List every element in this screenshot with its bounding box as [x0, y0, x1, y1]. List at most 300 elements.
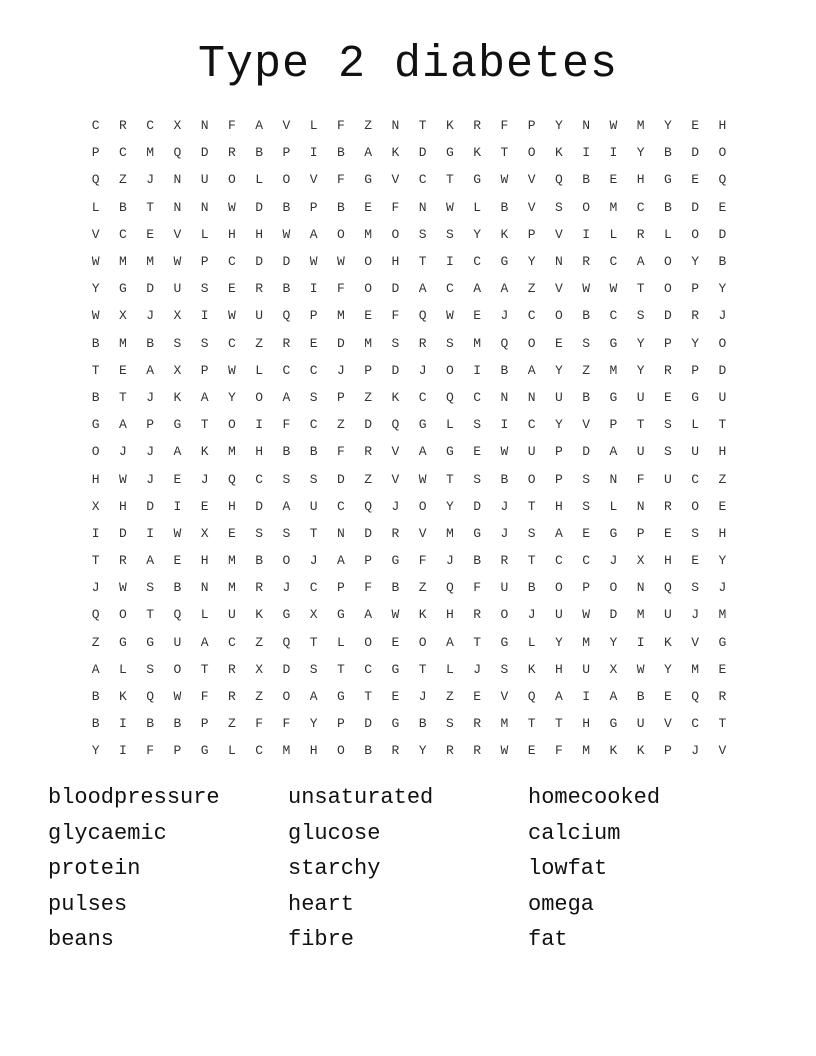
grid-letter: C: [636, 199, 645, 215]
grid-letter: D: [364, 716, 373, 732]
grid-letter: F: [336, 118, 345, 134]
grid-letter: P: [691, 362, 700, 378]
grid-letter: P: [336, 389, 345, 405]
grid-letter: I: [582, 145, 591, 161]
grid-letter: B: [255, 145, 264, 161]
grid-letter: G: [418, 417, 427, 433]
grid-row: [82, 139, 736, 166]
grid-letter: V: [173, 226, 182, 242]
grid-letter: O: [527, 145, 536, 161]
grid-letter: D: [336, 471, 345, 487]
grid-letter: W: [173, 689, 182, 705]
grid-letter: X: [173, 308, 182, 324]
grid-letter: F: [227, 118, 236, 134]
grid-letter: S: [691, 525, 700, 541]
grid-letter: W: [609, 118, 618, 134]
grid-letter: B: [282, 199, 291, 215]
grid-letter: L: [473, 199, 482, 215]
grid-letter: M: [146, 145, 155, 161]
grid-letter: G: [336, 607, 345, 623]
grid-letter: M: [227, 444, 236, 460]
grid-letter: A: [309, 689, 318, 705]
grid-letter: G: [118, 281, 127, 297]
word-list-item: fibre: [288, 927, 355, 952]
grid-letter: G: [146, 634, 155, 650]
grid-letter: S: [473, 417, 482, 433]
grid-letter: L: [609, 226, 618, 242]
grid-letter: Q: [691, 689, 700, 705]
grid-letter: R: [473, 607, 482, 623]
grid-letter: R: [418, 335, 427, 351]
grid-letter: A: [282, 389, 291, 405]
grid-letter: A: [282, 498, 291, 514]
grid-letter: Y: [663, 661, 672, 677]
grid-letter: D: [473, 498, 482, 514]
grid-letter: K: [500, 226, 509, 242]
grid-letter: H: [445, 607, 454, 623]
grid-letter: F: [473, 580, 482, 596]
grid-letter: M: [227, 553, 236, 569]
grid-letter: S: [445, 335, 454, 351]
grid-letter: S: [663, 444, 672, 460]
grid-letter: W: [91, 308, 100, 324]
grid-letter: E: [173, 471, 182, 487]
grid-letter: T: [527, 716, 536, 732]
grid-letter: E: [227, 281, 236, 297]
grid-letter: H: [636, 172, 645, 188]
grid-letter: P: [663, 743, 672, 759]
grid-letter: S: [445, 716, 454, 732]
grid-letter: E: [554, 335, 563, 351]
grid-letter: Z: [527, 281, 536, 297]
grid-letter: A: [418, 281, 427, 297]
grid-letter: J: [691, 743, 700, 759]
grid-letter: B: [309, 444, 318, 460]
grid-letter: H: [118, 498, 127, 514]
grid-letter: D: [255, 498, 264, 514]
letter-grid: [82, 112, 736, 765]
grid-letter: T: [146, 607, 155, 623]
grid-letter: U: [500, 580, 509, 596]
grid-letter: D: [691, 145, 700, 161]
grid-letter: S: [554, 199, 563, 215]
grid-letter: D: [146, 498, 155, 514]
grid-letter: B: [173, 580, 182, 596]
grid-letter: C: [691, 471, 700, 487]
grid-letter: Y: [554, 362, 563, 378]
grid-letter: N: [200, 580, 209, 596]
grid-row: [82, 330, 736, 357]
grid-letter: C: [336, 498, 345, 514]
grid-letter: Y: [636, 335, 645, 351]
grid-letter: R: [663, 498, 672, 514]
grid-letter: Y: [91, 281, 100, 297]
grid-letter: S: [309, 661, 318, 677]
grid-letter: J: [445, 553, 454, 569]
grid-letter: P: [527, 226, 536, 242]
grid-letter: G: [691, 389, 700, 405]
grid-letter: D: [200, 145, 209, 161]
grid-letter: N: [173, 199, 182, 215]
grid-letter: A: [554, 525, 563, 541]
grid-letter: J: [146, 308, 155, 324]
grid-letter: H: [391, 254, 400, 270]
grid-letter: B: [336, 145, 345, 161]
word-column: [528, 780, 768, 958]
grid-letter: I: [609, 145, 618, 161]
grid-letter: R: [118, 118, 127, 134]
grid-letter: I: [500, 417, 509, 433]
grid-letter: H: [554, 498, 563, 514]
grid-letter: I: [445, 254, 454, 270]
grid-letter: C: [691, 716, 700, 732]
grid-letter: Y: [718, 281, 727, 297]
grid-letter: L: [336, 634, 345, 650]
grid-letter: A: [309, 226, 318, 242]
grid-letter: E: [718, 199, 727, 215]
grid-letter: S: [691, 580, 700, 596]
grid-letter: D: [663, 308, 672, 324]
grid-letter: G: [91, 417, 100, 433]
grid-letter: S: [473, 471, 482, 487]
grid-letter: W: [445, 199, 454, 215]
grid-letter: V: [418, 525, 427, 541]
grid-letter: W: [609, 281, 618, 297]
grid-letter: G: [609, 335, 618, 351]
grid-letter: Y: [609, 634, 618, 650]
grid-row: [82, 574, 736, 601]
grid-letter: Q: [445, 580, 454, 596]
grid-letter: J: [146, 471, 155, 487]
grid-letter: V: [91, 226, 100, 242]
grid-letter: P: [309, 308, 318, 324]
grid-letter: G: [500, 634, 509, 650]
grid-letter: W: [582, 281, 591, 297]
grid-row: [82, 194, 736, 221]
grid-letter: W: [391, 607, 400, 623]
grid-letter: A: [445, 634, 454, 650]
grid-letter: O: [364, 254, 373, 270]
grid-letter: F: [554, 743, 563, 759]
grid-letter: B: [473, 553, 482, 569]
grid-letter: N: [391, 118, 400, 134]
grid-letter: O: [255, 389, 264, 405]
grid-row: [82, 710, 736, 737]
grid-letter: W: [500, 743, 509, 759]
grid-letter: N: [336, 525, 345, 541]
grid-letter: G: [391, 716, 400, 732]
grid-row: [82, 520, 736, 547]
grid-letter: W: [636, 661, 645, 677]
grid-letter: I: [636, 634, 645, 650]
grid-letter: T: [636, 417, 645, 433]
grid-letter: Q: [146, 689, 155, 705]
grid-letter: O: [663, 254, 672, 270]
grid-letter: A: [527, 362, 536, 378]
grid-letter: L: [255, 172, 264, 188]
grid-letter: E: [527, 743, 536, 759]
grid-letter: E: [691, 553, 700, 569]
grid-letter: E: [473, 444, 482, 460]
grid-letter: O: [691, 226, 700, 242]
grid-letter: F: [391, 308, 400, 324]
grid-letter: V: [554, 281, 563, 297]
grid-letter: T: [309, 525, 318, 541]
grid-letter: X: [173, 118, 182, 134]
grid-letter: E: [391, 634, 400, 650]
grid-letter: U: [636, 716, 645, 732]
grid-row: [82, 547, 736, 574]
grid-letter: B: [118, 199, 127, 215]
grid-letter: N: [636, 580, 645, 596]
grid-letter: E: [227, 525, 236, 541]
grid-letter: P: [609, 417, 618, 433]
word-list-item: omega: [528, 891, 595, 917]
grid-letter: F: [500, 118, 509, 134]
grid-letter: Z: [255, 634, 264, 650]
grid-letter: Y: [527, 254, 536, 270]
grid-letter: U: [255, 308, 264, 324]
grid-letter: E: [691, 118, 700, 134]
grid-letter: D: [118, 525, 127, 541]
grid-letter: B: [582, 172, 591, 188]
grid-letter: V: [391, 172, 400, 188]
word-list-item: glycaemic: [48, 820, 167, 846]
grid-letter: U: [663, 471, 672, 487]
grid-letter: X: [255, 661, 264, 677]
grid-letter: P: [173, 743, 182, 759]
grid-letter: U: [691, 444, 700, 460]
grid-letter: H: [200, 553, 209, 569]
grid-letter: V: [391, 471, 400, 487]
grid-letter: O: [391, 226, 400, 242]
grid-letter: P: [636, 525, 645, 541]
grid-letter: F: [364, 580, 373, 596]
grid-letter: O: [718, 145, 727, 161]
grid-letter: H: [718, 525, 727, 541]
grid-letter: A: [473, 281, 482, 297]
grid-letter: Y: [473, 226, 482, 242]
grid-letter: J: [500, 498, 509, 514]
grid-letter: R: [255, 580, 264, 596]
grid-letter: X: [309, 607, 318, 623]
grid-letter: E: [173, 553, 182, 569]
grid-letter: E: [582, 525, 591, 541]
grid-letter: M: [282, 743, 291, 759]
grid-letter: C: [255, 471, 264, 487]
grid-letter: O: [500, 607, 509, 623]
grid-letter: O: [554, 580, 563, 596]
grid-letter: E: [146, 226, 155, 242]
grid-letter: R: [445, 743, 454, 759]
grid-letter: A: [146, 553, 155, 569]
grid-letter: G: [445, 444, 454, 460]
grid-letter: Y: [418, 743, 427, 759]
grid-letter: R: [227, 661, 236, 677]
grid-letter: B: [582, 308, 591, 324]
grid-letter: W: [582, 607, 591, 623]
grid-letter: B: [500, 362, 509, 378]
grid-letter: I: [473, 362, 482, 378]
grid-letter: R: [118, 553, 127, 569]
grid-letter: M: [227, 580, 236, 596]
grid-letter: O: [364, 634, 373, 650]
grid-letter: Y: [636, 145, 645, 161]
grid-letter: S: [200, 335, 209, 351]
grid-letter: C: [609, 308, 618, 324]
grid-letter: C: [227, 254, 236, 270]
grid-letter: Q: [527, 689, 536, 705]
grid-letter: B: [146, 335, 155, 351]
grid-letter: W: [227, 199, 236, 215]
grid-letter: Y: [691, 335, 700, 351]
grid-row: [82, 384, 736, 411]
grid-letter: W: [173, 254, 182, 270]
grid-letter: K: [663, 634, 672, 650]
grid-letter: U: [663, 607, 672, 623]
grid-letter: R: [282, 335, 291, 351]
grid-letter: A: [500, 281, 509, 297]
grid-letter: N: [200, 199, 209, 215]
grid-letter: E: [691, 172, 700, 188]
grid-letter: D: [718, 362, 727, 378]
word-list-item: pulses: [48, 891, 128, 917]
grid-letter: B: [663, 145, 672, 161]
grid-letter: H: [718, 444, 727, 460]
grid-letter: Z: [364, 118, 373, 134]
grid-letter: J: [146, 444, 155, 460]
grid-letter: E: [473, 308, 482, 324]
grid-letter: Q: [282, 634, 291, 650]
grid-letter: U: [309, 498, 318, 514]
grid-letter: C: [146, 118, 155, 134]
grid-letter: I: [309, 145, 318, 161]
grid-letter: M: [718, 607, 727, 623]
grid-letter: M: [691, 661, 700, 677]
grid-letter: Z: [336, 417, 345, 433]
grid-letter: R: [473, 743, 482, 759]
grid-letter: I: [173, 498, 182, 514]
grid-letter: G: [364, 172, 373, 188]
grid-letter: I: [255, 417, 264, 433]
grid-row: [82, 737, 736, 764]
grid-row: [82, 683, 736, 710]
grid-letter: R: [227, 689, 236, 705]
grid-letter: O: [609, 580, 618, 596]
grid-letter: B: [636, 689, 645, 705]
grid-letter: L: [118, 661, 127, 677]
grid-letter: O: [282, 689, 291, 705]
grid-letter: A: [364, 607, 373, 623]
grid-letter: S: [418, 226, 427, 242]
grid-letter: Q: [500, 335, 509, 351]
grid-letter: V: [282, 118, 291, 134]
grid-letter: A: [418, 444, 427, 460]
grid-letter: Q: [91, 607, 100, 623]
grid-letter: E: [718, 498, 727, 514]
grid-letter: B: [282, 444, 291, 460]
grid-letter: T: [200, 417, 209, 433]
grid-letter: T: [418, 254, 427, 270]
grid-letter: T: [554, 716, 563, 732]
grid-letter: O: [336, 226, 345, 242]
grid-letter: Y: [554, 417, 563, 433]
grid-letter: E: [663, 389, 672, 405]
grid-letter: E: [609, 172, 618, 188]
grid-letter: L: [200, 607, 209, 623]
grid-letter: I: [118, 743, 127, 759]
grid-letter: U: [200, 172, 209, 188]
grid-letter: V: [718, 743, 727, 759]
grid-letter: L: [255, 362, 264, 378]
grid-letter: X: [200, 525, 209, 541]
grid-letter: O: [418, 498, 427, 514]
grid-letter: V: [391, 444, 400, 460]
grid-letter: O: [554, 308, 563, 324]
grid-letter: I: [200, 308, 209, 324]
grid-letter: J: [282, 580, 291, 596]
grid-letter: P: [582, 580, 591, 596]
grid-letter: J: [309, 553, 318, 569]
grid-letter: G: [173, 417, 182, 433]
grid-letter: A: [91, 661, 100, 677]
grid-letter: P: [364, 362, 373, 378]
grid-letter: S: [582, 498, 591, 514]
grid-letter: E: [200, 498, 209, 514]
grid-letter: B: [663, 199, 672, 215]
grid-letter: S: [527, 525, 536, 541]
grid-letter: F: [146, 743, 155, 759]
grid-letter: J: [391, 498, 400, 514]
grid-letter: P: [91, 145, 100, 161]
grid-letter: S: [663, 417, 672, 433]
grid-letter: B: [91, 335, 100, 351]
grid-letter: O: [663, 281, 672, 297]
grid-letter: T: [636, 281, 645, 297]
grid-letter: J: [500, 525, 509, 541]
grid-letter: T: [718, 417, 727, 433]
grid-letter: H: [718, 118, 727, 134]
grid-letter: M: [336, 308, 345, 324]
grid-letter: E: [364, 199, 373, 215]
grid-letter: C: [309, 580, 318, 596]
grid-letter: J: [718, 580, 727, 596]
grid-row: [82, 465, 736, 492]
grid-letter: F: [255, 716, 264, 732]
grid-letter: A: [200, 389, 209, 405]
grid-letter: E: [473, 689, 482, 705]
grid-letter: C: [473, 389, 482, 405]
grid-letter: X: [636, 553, 645, 569]
grid-letter: R: [718, 689, 727, 705]
grid-letter: P: [691, 281, 700, 297]
word-list-item: fat: [528, 927, 568, 952]
grid-letter: B: [364, 743, 373, 759]
grid-letter: P: [364, 553, 373, 569]
grid-letter: T: [527, 553, 536, 569]
grid-letter: B: [91, 716, 100, 732]
grid-letter: D: [418, 145, 427, 161]
grid-letter: G: [282, 607, 291, 623]
grid-letter: O: [418, 634, 427, 650]
grid-letter: D: [282, 254, 291, 270]
grid-letter: P: [200, 362, 209, 378]
grid-letter: T: [91, 362, 100, 378]
grid-letter: C: [282, 362, 291, 378]
grid-letter: O: [527, 335, 536, 351]
grid-letter: J: [118, 444, 127, 460]
grid-letter: S: [309, 389, 318, 405]
